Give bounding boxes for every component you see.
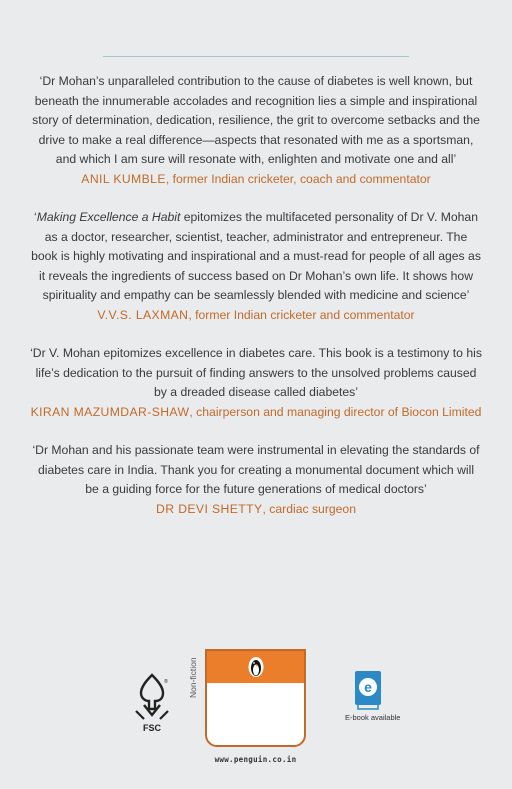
penguin-badge [205, 649, 306, 747]
publisher-url: www.penguin.co.in [214, 755, 297, 764]
ebook-icon [354, 670, 382, 710]
endorsement-shetty [30, 441, 482, 519]
endorsements [30, 72, 482, 538]
endorsement-kumble [30, 72, 482, 189]
attribution-name: V.V.S. LAXMAN [97, 307, 189, 322]
quote-text [30, 208, 482, 306]
quote-open-mark: ‘ [34, 210, 37, 224]
quote-text: ‘Dr V. Mohan epitomizes excellence in diabetes care. This book is a testimony to his life’s dedication to the pursuit of finding answers to the unsolved problems caused by a dreaded disease called diabetes’ [30, 346, 482, 399]
attribution [30, 403, 482, 423]
attribution-name: DR DEVI SHETTY [156, 501, 263, 516]
top-divider [103, 56, 409, 57]
book-title: Making Excellence a Habit [36, 210, 181, 224]
penguin-icon [247, 656, 265, 678]
quote-body: epitomizes the multifaceted personality of Dr V. Mohan as a doctor, researcher, scientist, teacher, administrator and entrepreneur. The book is highly motivating and inspirational and a must-read for people of all ages as it reveals the ingredients of success based on Dr Mohan’s own life. It shows how spirituality and empathy can be seamlessly blended with medicine and science’ [31, 210, 481, 302]
endorsement-laxman [30, 208, 482, 325]
badge-header [207, 651, 304, 683]
fsc-tree-icon [132, 671, 172, 735]
attribution-role: , chairperson and managing director of Biocon Limited [189, 404, 482, 419]
attribution [30, 500, 482, 520]
quote-text: ‘Dr Mohan and his passionate team were instrumental in elevating the standards of diabetes care in India. Thank you for creating a monumental document which will be a guiding force for the future generations of medical doctors’ [32, 443, 480, 496]
ebook-label: E-book available [345, 713, 401, 722]
fsc-label: FSC [143, 723, 161, 733]
attribution-name: KIRAN MAZUMDAR-SHAW [30, 404, 190, 419]
attribution [30, 170, 482, 190]
attribution-role: , former Indian cricketer and commentator [188, 307, 415, 322]
fsc-registered: ® [164, 679, 168, 685]
attribution-name: ANIL KUMBLE [81, 171, 166, 186]
attribution-role: , former Indian cricketer, coach and commentator [165, 171, 431, 186]
attribution-role: , cardiac surgeon [262, 501, 356, 516]
category-label: Non-fiction [188, 657, 198, 698]
quote-text: ‘Dr Mohan’s unparalleled contribution to the cause of diabetes is well known, but beneath the innumerable accolades and recognition lies a simple and inspirational story of determination, dedication, resilience, the grit to overcome setbacks and the drive to make a real difference—aspects that resonated with me as a sportsman, and which I am sure will resonate with, enlighten and motivate one and all’ [32, 74, 480, 166]
attribution [30, 306, 482, 326]
endorsement-mazumdar-shaw [30, 344, 482, 422]
ebook-letter: e [364, 679, 372, 695]
